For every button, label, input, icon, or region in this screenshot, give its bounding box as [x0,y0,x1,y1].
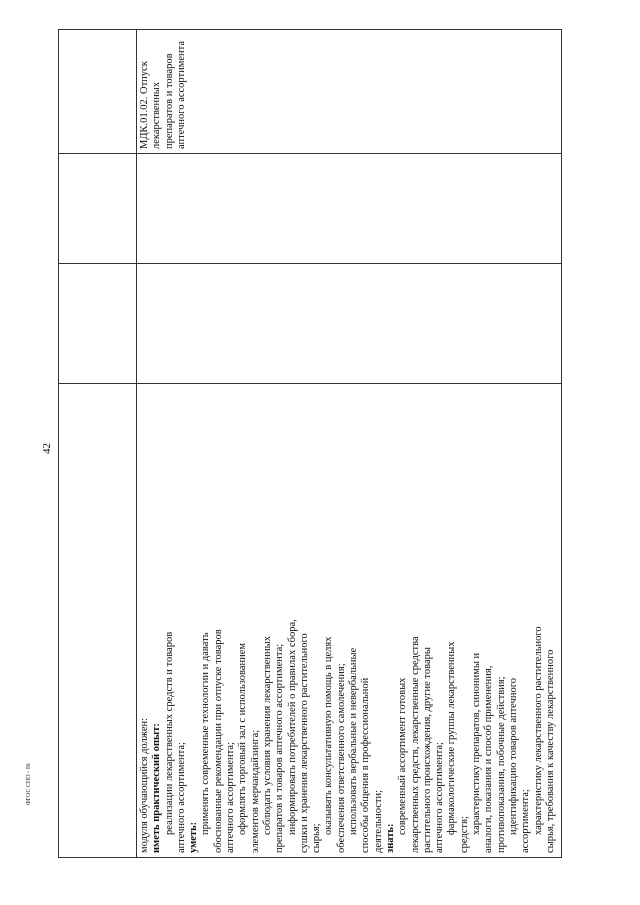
table-main-row [137,30,562,858]
requirement-line: противопоказания, побочные действия; [495,676,507,853]
cell-empty-2 [137,264,562,384]
mdk-title-line: лекарственных [151,81,163,149]
requirement-line: реализации лекарственных средств и товаров [163,631,175,835]
requirement-line: элементов мерчандайзинга; [249,729,261,853]
requirement-line: аптечного ассортимента; [175,742,187,853]
requirement-line: ассортимента; [520,789,532,853]
requirement-line: модуля обучающийся должен: [139,717,150,853]
footer-code: ФГОС СПО - 06 [26,763,32,805]
requirement-line: лекарственных средств, лекарственные средства [409,636,421,853]
requirement-line: иметь практический опыт: [151,723,163,853]
requirements-cell [137,384,562,858]
requirement-line: оказывать консультативную помощь в целях [323,636,335,835]
requirement-line: аналоги, показания и способ применения, [483,665,495,853]
requirement-line: фармакологические группы лекарственных [446,641,458,835]
cell-top-2 [59,264,137,384]
mdk-title-line: МДК.01.02. Отпуск [139,61,150,149]
requirement-line: знать: [384,823,396,853]
mdk-cell [137,30,562,154]
requirement-line: характеристику препаратов, синонимы и [471,652,483,835]
requirement-line: оформлять торговый зал с использованием [237,642,249,835]
cell-top-4 [59,30,137,154]
requirement-line: растительного происхождения, другие товары [421,647,433,853]
requirement-line: соблюдать условия хранения лекарственных [261,636,273,835]
mdk-title-line: препаратов и товаров [163,53,175,149]
cell-top-3 [59,154,137,264]
requirement-line: препаратов и товаров аптечного ассортимента; [274,643,286,853]
requirement-line: обоснованные рекомендации при отпуске товаров [212,629,224,853]
requirement-line: характеристику лекарственного растительного [532,626,544,835]
requirement-line: современный ассортимент готовых [397,677,409,835]
requirement-line: аптечного ассортимента; [225,742,237,853]
requirement-line: сушки и хранения лекарственного растительного [298,633,310,853]
mdk-title-line: аптечного ассортимента [175,40,187,149]
page-number: 42 [41,443,53,454]
curriculum-table [58,29,562,858]
requirement-line: идентификацию товаров аптечного [507,677,519,835]
requirement-line: обеспечения ответственного самолечения; [335,663,347,853]
table-top-row [59,30,137,858]
requirement-line: сырья; [311,823,323,853]
requirement-line: деятельности; [372,789,384,853]
requirement-line: уметь: [188,821,200,853]
requirement-line: информировать потребителей о правилах сбора, [286,619,298,835]
cell-top-1 [59,384,137,858]
requirement-line: использовать вербальные и невербальные [348,647,360,835]
requirement-line: сырья, требования к качеству лекарственного [544,649,556,853]
cell-empty-3 [137,154,562,264]
requirement-line: применять современные технологии и давать [200,632,212,835]
rotated-table-container [58,30,558,858]
requirement-line: аптечного ассортимента; [434,742,446,853]
requirement-line: способы общения в профессиональной [360,677,372,853]
requirement-line: средств; [458,816,470,853]
